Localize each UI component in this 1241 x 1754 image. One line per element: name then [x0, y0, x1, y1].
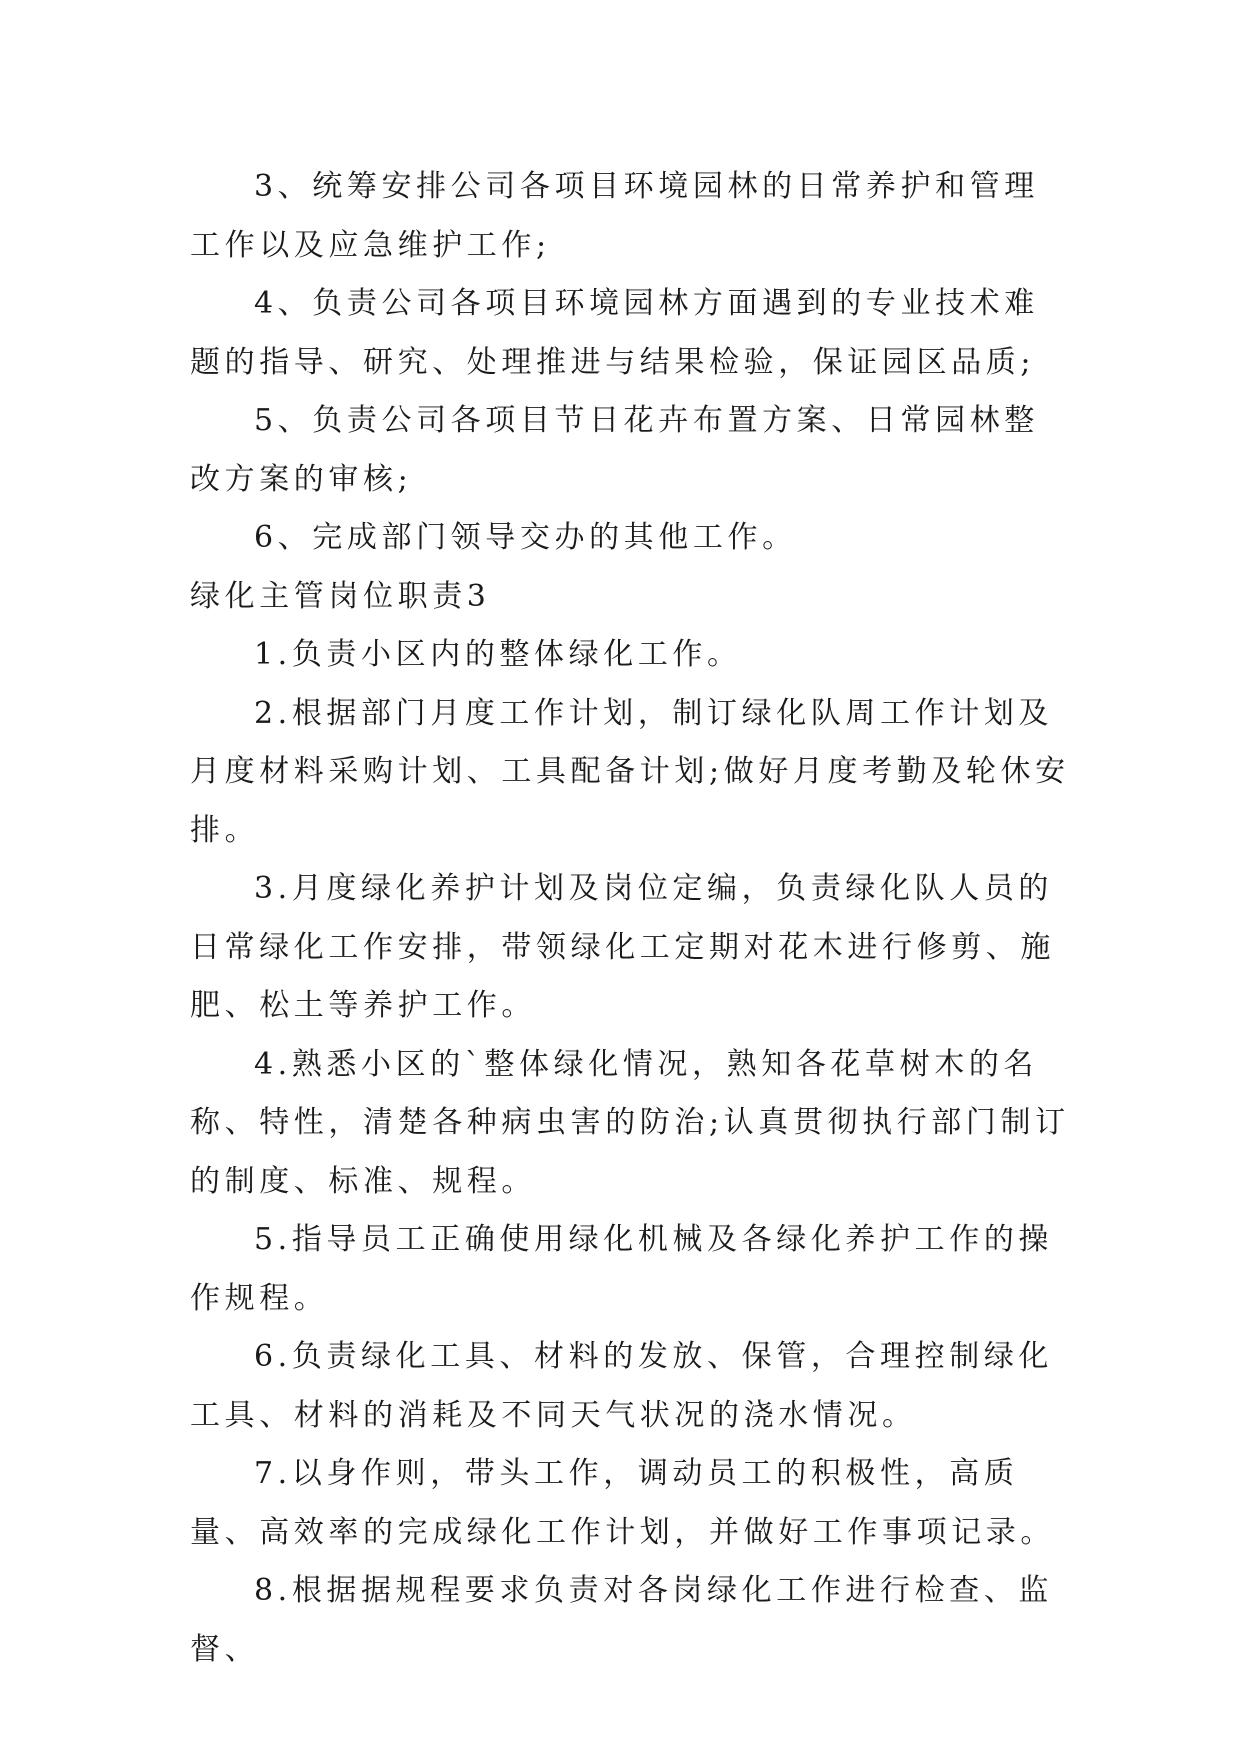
duty-item-3: 3.月度绿化养护计划及岗位定编，负责绿化队人员的日常绿化工作安排，带领绿化工定期对花木进行修剪、施肥、松土等养护工作。	[190, 871, 1055, 1023]
duty-item-1: 1.负责小区内的整体绿化工作。	[254, 637, 742, 672]
paragraph-item-4: 4、负责公司各项目环境园林方面遇到的专业技术难题的指导、研究、处理推进与结果检验，保证园区品质;	[190, 286, 1039, 380]
duty-item-8: 8.根据据规程要求负责对各岗绿化工作进行检查、监督、	[190, 1573, 1054, 1667]
paragraph-item-5: 5、负责公司各项目节日花卉布置方案、日常园林整改方案的审核;	[190, 403, 1039, 497]
document-body	[190, 158, 1070, 1679]
duty-item-6: 6.负责绿化工具、材料的发放、保管，合理控制绿化工具、材料的消耗及不同天气状况的浇水情况。	[190, 1339, 1054, 1433]
paragraph-item-6: 6、完成部门领导交办的其他工作。	[254, 520, 797, 555]
paragraph-item-3: 3、统筹安排公司各项目环境园林的日常养护和管理工作以及应急维护工作;	[190, 169, 1039, 263]
duty-item-7: 7.以身作则，带头工作，调动员工的积极性，高质量、高效率的完成绿化工作计划，并做好工作事项记录。	[190, 1456, 1055, 1550]
duty-item-4: 4.熟悉小区的`整体绿化情况，熟知各花草树木的名称、特性，清楚各种病虫害的防治;认真贯彻执行部门制订的制度、标准、规程。	[190, 1046, 1070, 1199]
section-heading: 绿化主管岗位职责3	[190, 578, 491, 614]
duty-item-5: 5.指导员工正确使用绿化机械及各绿化养护工作的操作规程。	[190, 1222, 1054, 1316]
duty-item-2: 2.根据部门月度工作计划，制订绿化队周工作计划及月度材料采购计划、工具配备计划;做好月度考勤及轮休安排。	[190, 695, 1070, 848]
